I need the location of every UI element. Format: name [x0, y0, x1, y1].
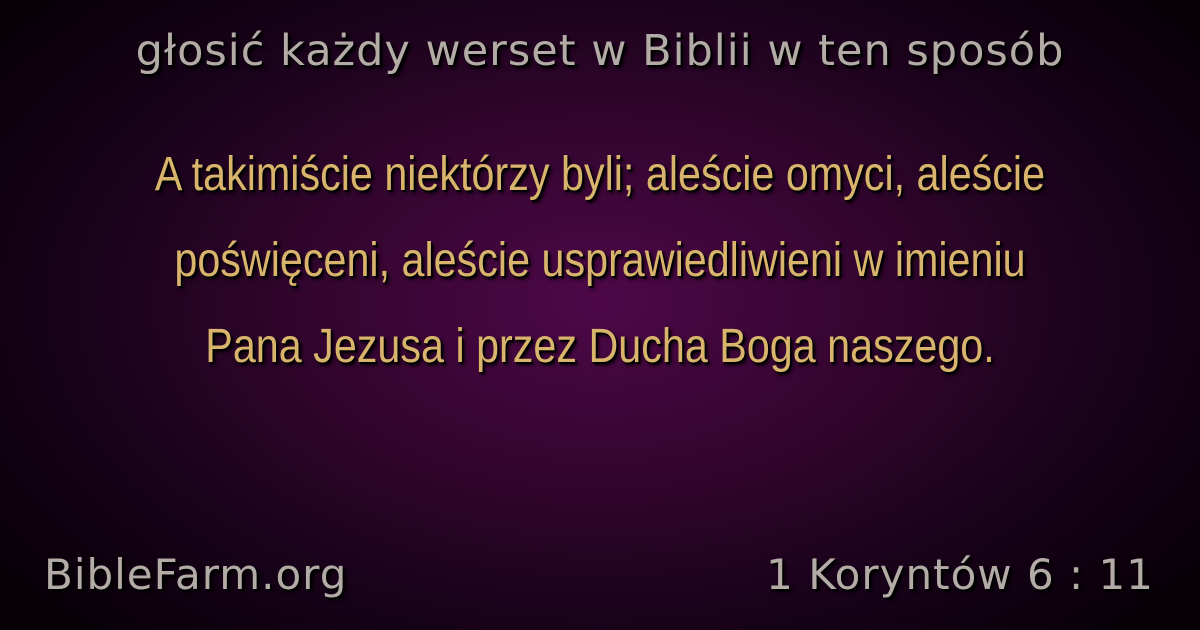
verse-text: A takimiście niektórzy byli; aleście omyci, aleście poświęceni, aleście usprawiedliwieni w imieniu Pana Jezusa i przez Ducha Boga naszego. [154, 148, 1046, 373]
site-name: BibleFarm.org [44, 550, 348, 599]
tagline: głosić każdy werset w Biblii w ten sposób [135, 26, 1065, 76]
verse-reference: 1 Koryntów 6 : 11 [766, 550, 1154, 599]
